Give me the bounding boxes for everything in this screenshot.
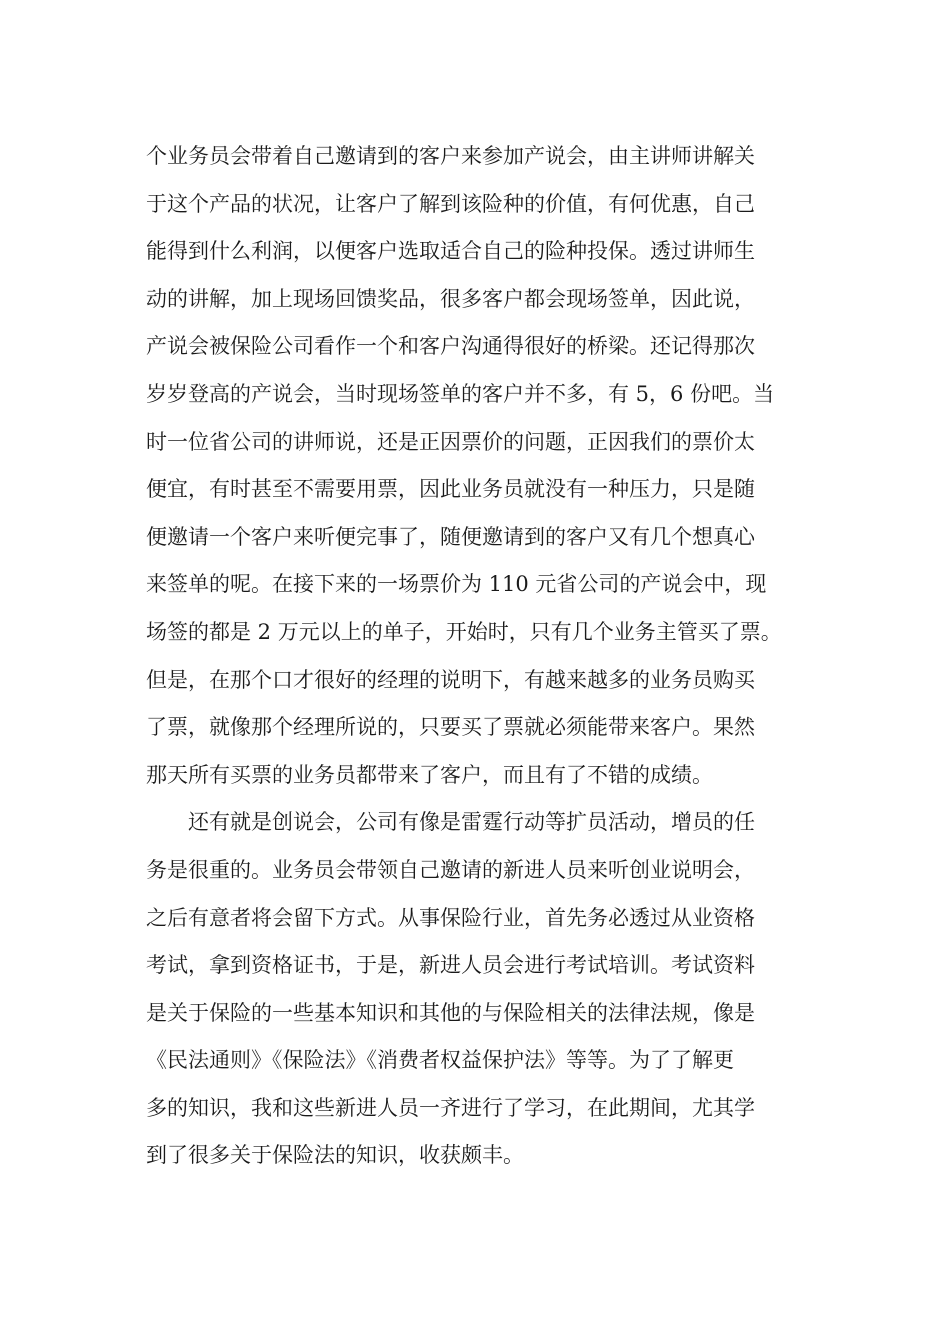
text-line-19: 是关于保险的一些基本知识和其他的与保险相关的法律法规，像是 [146,1000,755,1025]
text-line-1: 个业务员会带着自己邀请到的客户来参加产说会，由主讲师讲解关 [146,144,755,168]
text-line-6: 岁岁登高的产说会，当时现场签单的客户并不多，有 5，6 份吧。当 [146,381,775,406]
text-line-12: 但是，在那个口才很好的经理的说明下，有越来越多的业务员购买 [146,667,755,692]
body-text [146,133,816,1180]
text-line-8: 便宜，有时甚至不需要用票，因此业务员就没有一种压力，只是随 [146,477,755,502]
text-line-13: 了票，就像那个经理所说的，只要买了票就必须能带来客户。果然 [146,715,755,740]
text-line-16: 务是很重的。业务员会带领自己邀请的新进人员来听创业说明会， [146,857,755,882]
text-line-11: 场签的都是 2 万元以上的单子，开始时，只有几个业务主管买了票。 [146,619,782,644]
text-line-7: 时一位省公司的讲师说，还是正因票价的问题，正因我们的票价太 [146,429,755,454]
text-line-15: 还有就是创说会，公司有像是雷霆行动等扩员活动，增员的任 [188,810,755,835]
text-line-5: 产说会被保险公司看作一个和客户沟通得很好的桥梁。还记得那次 [146,334,755,359]
text-line-10: 来签单的呢。在接下来的一场票价为 110 元省公司的产说会中，现 [146,572,767,597]
text-line-9: 便邀请一个客户来听便完事了，随便邀请到的客户又有几个想真心 [146,524,755,549]
text-line-3: 能得到什么利润，以便客户选取适合自己的险种投保。透过讲师生 [146,239,755,264]
text-line-14: 那天所有买票的业务员都带来了客户，而且有了不错的成绩。 [146,762,713,787]
text-line-21: 多的知识，我和这些新进人员一齐进行了学习，在此期间，尤其学 [146,1095,755,1120]
text-line-2: 于这个产品的状况，让客户了解到该险种的价值，有何优惠，自己 [146,191,755,216]
text-line-4: 动的讲解，加上现场回馈奖品，很多客户都会现场签单，因此说， [146,286,755,311]
text-line-17: 之后有意者将会留下方式。从事保险行业，首先务必透过从业资格 [146,905,755,930]
text-line-22: 到了很多关于保险法的知识，收获颇丰。 [146,1143,524,1168]
text-line-18: 考试，拿到资格证书，于是，新进人员会进行考试培训。考试资料 [146,953,755,978]
text-line-20: 《民法通则》《保险法》《消费者权益保护法》等等。为了了解更 [146,1048,734,1073]
